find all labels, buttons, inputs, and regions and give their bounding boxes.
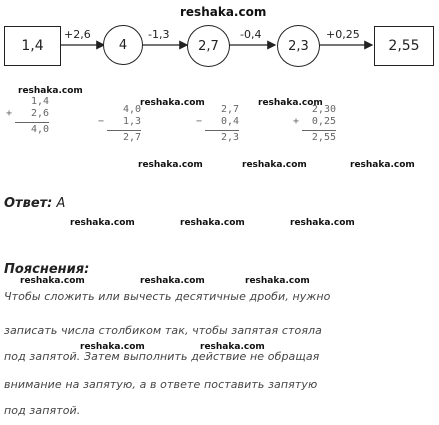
col-divider (302, 130, 336, 131)
answer-value: А (56, 196, 66, 211)
col-bottom: 1,3 (122, 116, 141, 127)
watermark: reshaka.com (200, 342, 265, 352)
watermark: reshaka.com (140, 276, 205, 286)
watermark: reshaka.com (242, 160, 307, 170)
col-result: 2,55 (311, 132, 336, 143)
watermark: reshaka.com (245, 276, 310, 286)
watermark: reshaka.com (18, 86, 83, 96)
col-top: 2,30 (311, 104, 336, 115)
col-divider (205, 130, 239, 131)
watermark: reshaka.com (180, 218, 245, 228)
col-divider (107, 130, 141, 131)
explanation-line: внимание на запятую, а в ответе поставить запятую (4, 378, 318, 391)
watermark: reshaka.com (138, 160, 203, 170)
column-calc-2 (98, 104, 141, 144)
node-circle-3: 2,3 (277, 25, 320, 67)
col-result: 4,0 (30, 124, 49, 135)
watermark: reshaka.com (20, 276, 85, 286)
answer-line (4, 196, 65, 211)
col-bottom: 0,25 (311, 116, 336, 127)
op-label-2: -1,3 (148, 28, 170, 41)
explanation-line: записать числа столбиком так, чтобы запятая стояла (4, 324, 323, 337)
watermark: reshaka.com (258, 98, 323, 108)
col-result: 2,7 (122, 132, 141, 143)
col-bottom: 2,6 (30, 108, 49, 119)
col-sign: + (6, 108, 13, 119)
watermark-top: reshaka.com (180, 5, 267, 19)
col-sign: − (98, 116, 105, 127)
node-circle-1: 4 (103, 25, 143, 65)
col-top: 4,0 (122, 104, 141, 115)
column-calc-4 (293, 104, 336, 144)
explanation-line: под запятой. Затем выполнить действие не обращая (4, 350, 320, 363)
col-result: 2,3 (220, 132, 239, 143)
col-sign: − (196, 116, 203, 127)
node-circle-2: 2,7 (187, 25, 230, 67)
watermark: reshaka.com (70, 218, 135, 228)
explanation-line: под запятой. (4, 404, 81, 417)
col-divider (15, 122, 49, 123)
watermark: reshaka.com (350, 160, 415, 170)
end-box: 2,55 (374, 26, 434, 66)
col-top: 2,7 (220, 104, 239, 115)
explanation-title: Пояснения: (4, 262, 90, 277)
start-box: 1,4 (4, 26, 61, 66)
op-label-1: +2,6 (64, 28, 91, 41)
explanation-line: Чтобы сложить или вычесть десятичные дроби, нужно (4, 290, 331, 303)
watermark: reshaka.com (140, 98, 205, 108)
op-label-4: +0,25 (326, 28, 360, 41)
column-calc-3 (196, 104, 239, 144)
op-label-3: -0,4 (240, 28, 262, 41)
answer-label: Ответ: (4, 196, 53, 211)
watermark: reshaka.com (80, 342, 145, 352)
col-sign: + (293, 116, 300, 127)
watermark: reshaka.com (290, 218, 355, 228)
column-calc-1 (6, 96, 49, 136)
col-top: 1,4 (30, 96, 49, 107)
col-bottom: 0,4 (220, 116, 239, 127)
